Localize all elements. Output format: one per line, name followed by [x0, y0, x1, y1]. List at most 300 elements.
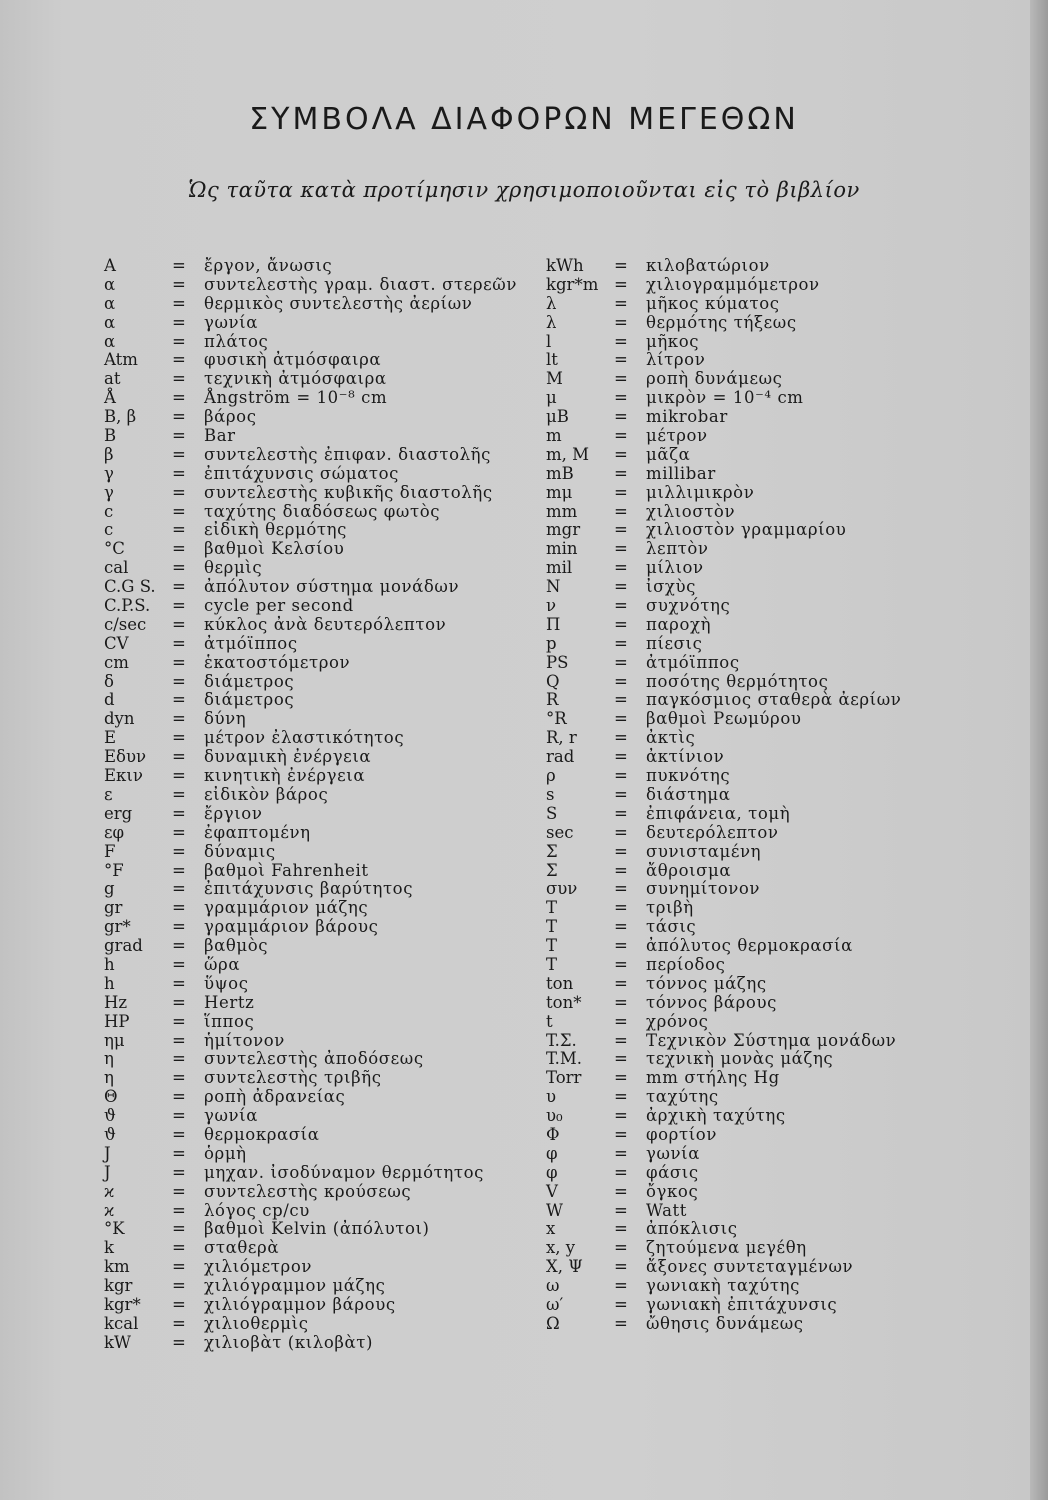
equals-sign: =	[172, 898, 186, 918]
symbol-meaning: δευτερόλεπτον	[646, 822, 779, 842]
symbol: Eκιν	[104, 766, 143, 786]
symbol: d	[104, 690, 115, 710]
symbol-meaning: Ångström = 10⁻⁸ cm	[204, 388, 388, 408]
equals-sign: =	[614, 1068, 628, 1088]
symbol-meaning: συντελεστὴς ἐπιφαν. διαστολῆς	[204, 444, 492, 464]
symbol: kgr*m	[546, 274, 599, 294]
symbol-meaning: ἄξονες συντεταγμένων	[646, 1257, 854, 1277]
symbol: δ	[104, 671, 114, 691]
symbol-row	[546, 1277, 901, 1296]
symbol: m	[546, 426, 562, 446]
symbol: PS	[546, 652, 569, 672]
equals-sign: =	[172, 331, 186, 351]
symbol-meaning: βαθμὸς	[204, 936, 269, 956]
symbol-row	[546, 1239, 901, 1258]
symbol-meaning: ὕψος	[204, 973, 249, 993]
symbol-meaning: διάστημα	[646, 784, 731, 804]
symbol-meaning: λόγος cp/cυ	[204, 1200, 310, 1220]
equals-sign: =	[614, 444, 628, 464]
equals-sign: =	[614, 539, 628, 559]
symbol: ε	[104, 784, 113, 804]
symbol-meaning: τόννος βάρους	[646, 992, 777, 1012]
symbol: Ω	[546, 1313, 560, 1333]
symbol-meaning: ὤθησις δυνάμεως	[646, 1313, 804, 1333]
symbol: εφ	[104, 822, 125, 842]
symbol-row	[546, 654, 901, 673]
symbol-row	[546, 635, 901, 654]
symbol: ϰ	[104, 1200, 115, 1220]
symbol: α	[104, 274, 116, 294]
symbol-row	[546, 578, 901, 597]
equals-sign: =	[614, 520, 628, 540]
equals-sign: =	[172, 444, 186, 464]
symbol-meaning: χιλιόμετρον	[204, 1257, 312, 1277]
symbol-meaning: ἵππος	[204, 1011, 255, 1031]
symbol: λ	[546, 293, 557, 313]
symbol: φ	[546, 1162, 558, 1182]
symbol-row	[104, 1296, 517, 1315]
equals-sign: =	[172, 860, 186, 880]
symbol-row	[104, 767, 517, 786]
symbol: l	[546, 331, 552, 351]
symbol-meaning: λεπτὸν	[646, 539, 709, 559]
symbol: γ	[104, 463, 114, 483]
symbol-row	[546, 559, 901, 578]
symbol: km	[104, 1257, 130, 1277]
symbol: kcal	[104, 1313, 139, 1333]
symbol-row	[104, 1239, 517, 1258]
symbol-row	[104, 899, 517, 918]
page-title: ΣΥΜΒΟΛΑ ΔΙΑΦΟΡΩΝ ΜΕΓΕΘΩΝ	[249, 102, 799, 137]
equals-sign: =	[172, 501, 186, 521]
symbol: mm	[546, 501, 578, 521]
symbol-meaning: ἀτμόϊππος	[646, 652, 740, 672]
symbol-row	[104, 1315, 517, 1334]
symbol-row	[546, 1069, 901, 1088]
symbol-row	[104, 295, 517, 314]
symbol: T	[546, 936, 558, 956]
symbol: M	[546, 369, 563, 389]
symbol-meaning: Bar	[204, 426, 236, 446]
symbol-row	[546, 880, 901, 899]
equals-sign: =	[614, 614, 628, 634]
symbol-meaning: συντελεστὴς κυβικῆς διαστολῆς	[204, 482, 493, 502]
symbol: gr	[104, 898, 123, 918]
symbol: φ	[546, 1143, 558, 1163]
symbol-row	[104, 521, 517, 540]
symbol-row	[546, 1183, 901, 1202]
symbol-row	[104, 654, 517, 673]
equals-sign: =	[172, 822, 186, 842]
symbol-meaning: εἰδικὴ θερμότης	[204, 520, 347, 540]
symbol-row	[546, 1050, 901, 1069]
symbol-meaning: ταχύτης διαδόσεως φωτὸς	[204, 501, 441, 521]
symbol-meaning: δύνη	[204, 709, 247, 729]
symbol: mil	[546, 558, 573, 578]
symbol: α	[104, 293, 116, 313]
symbol-row	[546, 691, 901, 710]
symbol: η	[104, 1049, 114, 1069]
symbol-row	[104, 843, 517, 862]
symbol-row	[546, 729, 901, 748]
symbol: kW	[104, 1332, 131, 1352]
equals-sign: =	[172, 766, 186, 786]
symbol-row	[104, 503, 517, 522]
page-subtitle: Ὡς ταῦτα κατὰ προτίμησιν χρησιμοποιοῦνται εἰς τὸ βιβλίον	[188, 178, 860, 202]
symbol: T	[546, 917, 558, 937]
symbol-meaning: συντελεστὴς κρούσεως	[204, 1181, 412, 1201]
equals-sign: =	[172, 426, 186, 446]
symbol-meaning: Τεχνικὸν Σύστημα μονάδων	[646, 1030, 897, 1050]
symbol: Σ	[546, 841, 558, 861]
symbol-row	[104, 805, 517, 824]
equals-sign: =	[614, 407, 628, 427]
symbol-meaning: χιλιοβὰτ (κιλοβὰτ)	[204, 1332, 374, 1352]
symbol: C.P.S.	[104, 596, 151, 616]
symbol-row	[104, 710, 517, 729]
symbol-meaning: λίτρον	[646, 350, 706, 370]
symbol: Θ	[104, 1087, 118, 1107]
symbol-meaning: γωνιακὴ ἐπιτάχυνσις	[646, 1294, 838, 1314]
symbol: mμ	[546, 482, 573, 502]
equals-sign: =	[172, 1238, 186, 1258]
symbol-row	[104, 616, 517, 635]
symbol-meaning: ἔργον, ἄνωσις	[204, 256, 333, 275]
symbol-meaning: ταχύτης	[646, 1087, 719, 1107]
symbol: T.Σ.	[546, 1030, 577, 1050]
symbol-row	[104, 370, 517, 389]
symbol-row	[104, 635, 517, 654]
equals-sign: =	[614, 1049, 628, 1069]
symbol: kWh	[546, 256, 584, 275]
symbol-row	[104, 824, 517, 843]
symbol: F	[104, 841, 116, 861]
symbol: HP	[104, 1011, 130, 1031]
symbol-meaning: μίλιον	[646, 558, 704, 578]
equals-sign: =	[614, 1124, 628, 1144]
symbol: erg	[104, 803, 133, 823]
equals-sign: =	[614, 1106, 628, 1126]
equals-sign: =	[172, 709, 186, 729]
symbol-row	[104, 1220, 517, 1239]
symbol-meaning: θερμοκρασία	[204, 1124, 320, 1144]
equals-sign: =	[614, 954, 628, 974]
symbol-row	[104, 956, 517, 975]
symbol-meaning: ροπὴ ἀδρανείας	[204, 1087, 346, 1107]
equals-sign: =	[614, 784, 628, 804]
equals-sign: =	[172, 274, 186, 294]
equals-sign: =	[172, 728, 186, 748]
symbol: ημ	[104, 1030, 125, 1050]
symbol: E	[104, 728, 117, 748]
equals-sign: =	[614, 1011, 628, 1031]
symbol-row	[546, 767, 901, 786]
symbol-meaning: ἰσχὺς	[646, 577, 697, 597]
symbol-meaning: φορτίον	[646, 1124, 717, 1144]
symbol-meaning: ροπὴ δυνάμεως	[646, 369, 783, 389]
equals-sign: =	[614, 1200, 628, 1220]
symbol-meaning: χιλιοθερμὶς	[204, 1313, 309, 1333]
symbol-meaning: διάμετρος	[204, 671, 295, 691]
symbol-meaning: χιλιοστὸν γραμμαρίου	[646, 520, 847, 540]
symbol-meaning: ἀπόλυτον σύστημα μονάδων	[204, 577, 460, 597]
symbol-meaning: μικρὸν = 10⁻⁴ cm	[646, 388, 804, 408]
symbol-meaning: συνισταμένη	[646, 841, 762, 861]
equals-sign: =	[614, 501, 628, 521]
symbol-meaning: δύναμις	[204, 841, 276, 861]
symbol: W	[546, 1200, 563, 1220]
symbol: V	[546, 1181, 558, 1201]
equals-sign: =	[172, 577, 186, 597]
symbol-meaning: βαθμοὶ Ρεωμύρου	[646, 709, 802, 729]
symbol-row	[546, 597, 901, 616]
symbol: °C	[104, 539, 125, 559]
symbol: α	[104, 331, 116, 351]
symbol-meaning: γραμμάριον βάρους	[204, 917, 379, 937]
symbol-row	[104, 1069, 517, 1088]
symbol: ν	[546, 596, 557, 616]
symbol: °F	[104, 860, 124, 880]
symbol-row	[104, 427, 517, 446]
symbol-row	[104, 691, 517, 710]
symbol-row	[104, 314, 517, 333]
symbol-meaning: τεχνικὴ ἀτμόσφαιρα	[204, 369, 387, 389]
symbol-row	[104, 1202, 517, 1221]
symbol-row	[104, 994, 517, 1013]
equals-sign: =	[172, 1068, 186, 1088]
symbol-meaning: ἀτμόϊππος	[204, 633, 298, 653]
equals-sign: =	[614, 312, 628, 332]
symbol-row	[104, 540, 517, 559]
equals-sign: =	[172, 312, 186, 332]
symbol-row	[546, 1296, 901, 1315]
symbol-row	[546, 484, 901, 503]
symbol: s	[546, 784, 555, 804]
symbol-row	[104, 786, 517, 805]
symbol: c/sec	[104, 614, 147, 634]
symbol-meaning: ἐπιφάνεια, τομὴ	[646, 803, 791, 823]
symbol-meaning: μῆκος κύματος	[646, 293, 780, 313]
symbol-meaning: ἀπόκλισις	[646, 1219, 738, 1239]
equals-sign: =	[172, 256, 186, 275]
symbol-meaning: μᾶζα	[646, 444, 691, 464]
symbol-meaning: φάσις	[646, 1162, 699, 1182]
symbol-row	[104, 880, 517, 899]
symbol: B, β	[104, 407, 137, 427]
symbol-meaning: κινητικὴ ἐνέργεια	[204, 766, 366, 786]
equals-sign: =	[172, 1181, 186, 1201]
symbol-row	[546, 956, 901, 975]
symbol: gr*	[104, 917, 131, 937]
equals-sign: =	[172, 1106, 186, 1126]
symbol: μB	[546, 407, 569, 427]
equals-sign: =	[172, 1030, 186, 1050]
symbol-meaning: χρόνος	[646, 1011, 709, 1031]
equals-sign: =	[172, 482, 186, 502]
symbol: ϰ	[104, 1181, 115, 1201]
symbol-row	[104, 484, 517, 503]
symbol-meaning: ἐπιτάχυνσις βαρύτητος	[204, 879, 414, 899]
equals-sign: =	[614, 1257, 628, 1277]
symbol-meaning: γωνιακὴ ταχύτης	[646, 1276, 800, 1296]
symbol-row	[546, 1107, 901, 1126]
symbol-row	[104, 1126, 517, 1145]
symbols-column-right	[546, 257, 901, 1334]
symbol: N	[546, 577, 561, 597]
symbol-row	[546, 465, 901, 484]
symbol: CV	[104, 633, 129, 653]
symbol-meaning: ἄθροισμα	[646, 860, 732, 880]
equals-sign: =	[614, 1276, 628, 1296]
equals-sign: =	[614, 331, 628, 351]
symbol-meaning: μιλλιμικρὸν	[646, 482, 755, 502]
symbol-meaning: χιλιόγραμμον μάζης	[204, 1276, 386, 1296]
equals-sign: =	[614, 728, 628, 748]
symbol: °K	[104, 1219, 125, 1239]
symbol-row	[546, 276, 901, 295]
symbol-meaning: χιλιόγραμμον βάρους	[204, 1294, 396, 1314]
symbol: συν	[546, 879, 578, 899]
symbol-row	[546, 1164, 901, 1183]
symbol: J	[104, 1143, 111, 1163]
symbol: dyn	[104, 709, 135, 729]
symbols-column-left	[104, 257, 517, 1353]
symbol: B	[104, 426, 117, 446]
equals-sign: =	[172, 633, 186, 653]
symbol-row	[546, 862, 901, 881]
symbol: β	[104, 444, 114, 464]
equals-sign: =	[172, 841, 186, 861]
equals-sign: =	[172, 539, 186, 559]
equals-sign: =	[614, 917, 628, 937]
symbol: ton	[546, 973, 574, 993]
symbol-row	[546, 1126, 901, 1145]
symbol-row	[104, 597, 517, 616]
equals-sign: =	[172, 992, 186, 1012]
equals-sign: =	[614, 803, 628, 823]
symbol-row	[104, 389, 517, 408]
equals-sign: =	[172, 350, 186, 370]
symbol-row	[546, 843, 901, 862]
symbol-meaning: ἀκτίνιον	[646, 747, 725, 767]
symbol: Π	[546, 614, 561, 634]
symbol-meaning: πίεσις	[646, 633, 703, 653]
symbol: Torr	[546, 1068, 582, 1088]
symbol-row	[546, 351, 901, 370]
equals-sign: =	[614, 350, 628, 370]
symbol: h	[104, 973, 115, 993]
symbol: k	[104, 1238, 114, 1258]
symbol-meaning: χιλιοστὸν	[646, 501, 736, 521]
symbol: m, M	[546, 444, 590, 464]
equals-sign: =	[614, 1313, 628, 1333]
symbol-row	[546, 257, 901, 276]
equals-sign: =	[172, 954, 186, 974]
equals-sign: =	[172, 388, 186, 408]
symbol-row	[104, 729, 517, 748]
symbol-meaning: τεχνικὴ μονὰς μάζης	[646, 1049, 834, 1069]
equals-sign: =	[172, 973, 186, 993]
symbol-meaning: τάσις	[646, 917, 697, 937]
symbol-meaning: συχνότης	[646, 596, 731, 616]
equals-sign: =	[172, 407, 186, 427]
symbol-row	[104, 1183, 517, 1202]
equals-sign: =	[614, 766, 628, 786]
symbol: ϑ	[104, 1124, 116, 1144]
symbol-row	[546, 937, 901, 956]
symbol-row	[104, 937, 517, 956]
equals-sign: =	[172, 1162, 186, 1182]
equals-sign: =	[172, 936, 186, 956]
symbol-row	[104, 1032, 517, 1051]
symbol-meaning: βαθμοὶ Fahrenheit	[204, 860, 369, 880]
symbol-meaning: πυκνότης	[646, 766, 731, 786]
equals-sign: =	[614, 709, 628, 729]
equals-sign: =	[172, 1219, 186, 1239]
symbol-meaning: γωνία	[204, 312, 258, 332]
symbol-row	[546, 1013, 901, 1032]
equals-sign: =	[614, 1219, 628, 1239]
symbol: Atm	[104, 350, 138, 370]
symbol: rad	[546, 747, 575, 767]
symbol: α	[104, 312, 116, 332]
symbol-meaning: ἑκατοστόμετρον	[204, 652, 351, 672]
symbol-meaning: χιλιογραμμόμετρον	[646, 274, 820, 294]
symbol-row	[104, 1258, 517, 1277]
equals-sign: =	[614, 652, 628, 672]
equals-sign: =	[614, 558, 628, 578]
equals-sign: =	[172, 463, 186, 483]
equals-sign: =	[172, 520, 186, 540]
symbol-meaning: μῆκος	[646, 331, 700, 351]
symbol: kgr*	[104, 1294, 141, 1314]
equals-sign: =	[172, 596, 186, 616]
symbol: η	[104, 1068, 114, 1088]
symbol: Eδυν	[104, 747, 147, 767]
symbol: R, r	[546, 728, 577, 748]
symbol-meaning: ζητούμενα μεγέθη	[646, 1238, 807, 1258]
equals-sign: =	[172, 1087, 186, 1107]
equals-sign: =	[172, 1011, 186, 1031]
equals-sign: =	[172, 1124, 186, 1144]
symbol: cm	[104, 652, 129, 672]
symbol-meaning: ὁρμὴ	[204, 1143, 247, 1163]
equals-sign: =	[172, 1294, 186, 1314]
symbol-meaning: μηχαν. ἰσοδύναμον θερμότητος	[204, 1162, 484, 1182]
symbol-row	[546, 994, 901, 1013]
equals-sign: =	[172, 803, 186, 823]
symbol: T	[546, 898, 558, 918]
equals-sign: =	[172, 1049, 186, 1069]
equals-sign: =	[172, 671, 186, 691]
symbol-meaning: ὥρα	[204, 954, 241, 974]
symbol: X, Ψ	[546, 1257, 583, 1277]
symbol: c	[104, 501, 114, 521]
symbol-meaning: τόννος μάζης	[646, 973, 767, 993]
symbol-row	[104, 578, 517, 597]
symbol: J	[104, 1162, 111, 1182]
equals-sign: =	[172, 1143, 186, 1163]
equals-sign: =	[172, 690, 186, 710]
page-edge-shadow	[1030, 0, 1048, 1500]
symbol-row	[546, 503, 901, 522]
equals-sign: =	[172, 1200, 186, 1220]
symbol-meaning: Watt	[646, 1200, 688, 1220]
symbol: λ	[546, 312, 557, 332]
symbol: T.M.	[546, 1049, 582, 1069]
equals-sign: =	[172, 1276, 186, 1296]
equals-sign: =	[172, 784, 186, 804]
